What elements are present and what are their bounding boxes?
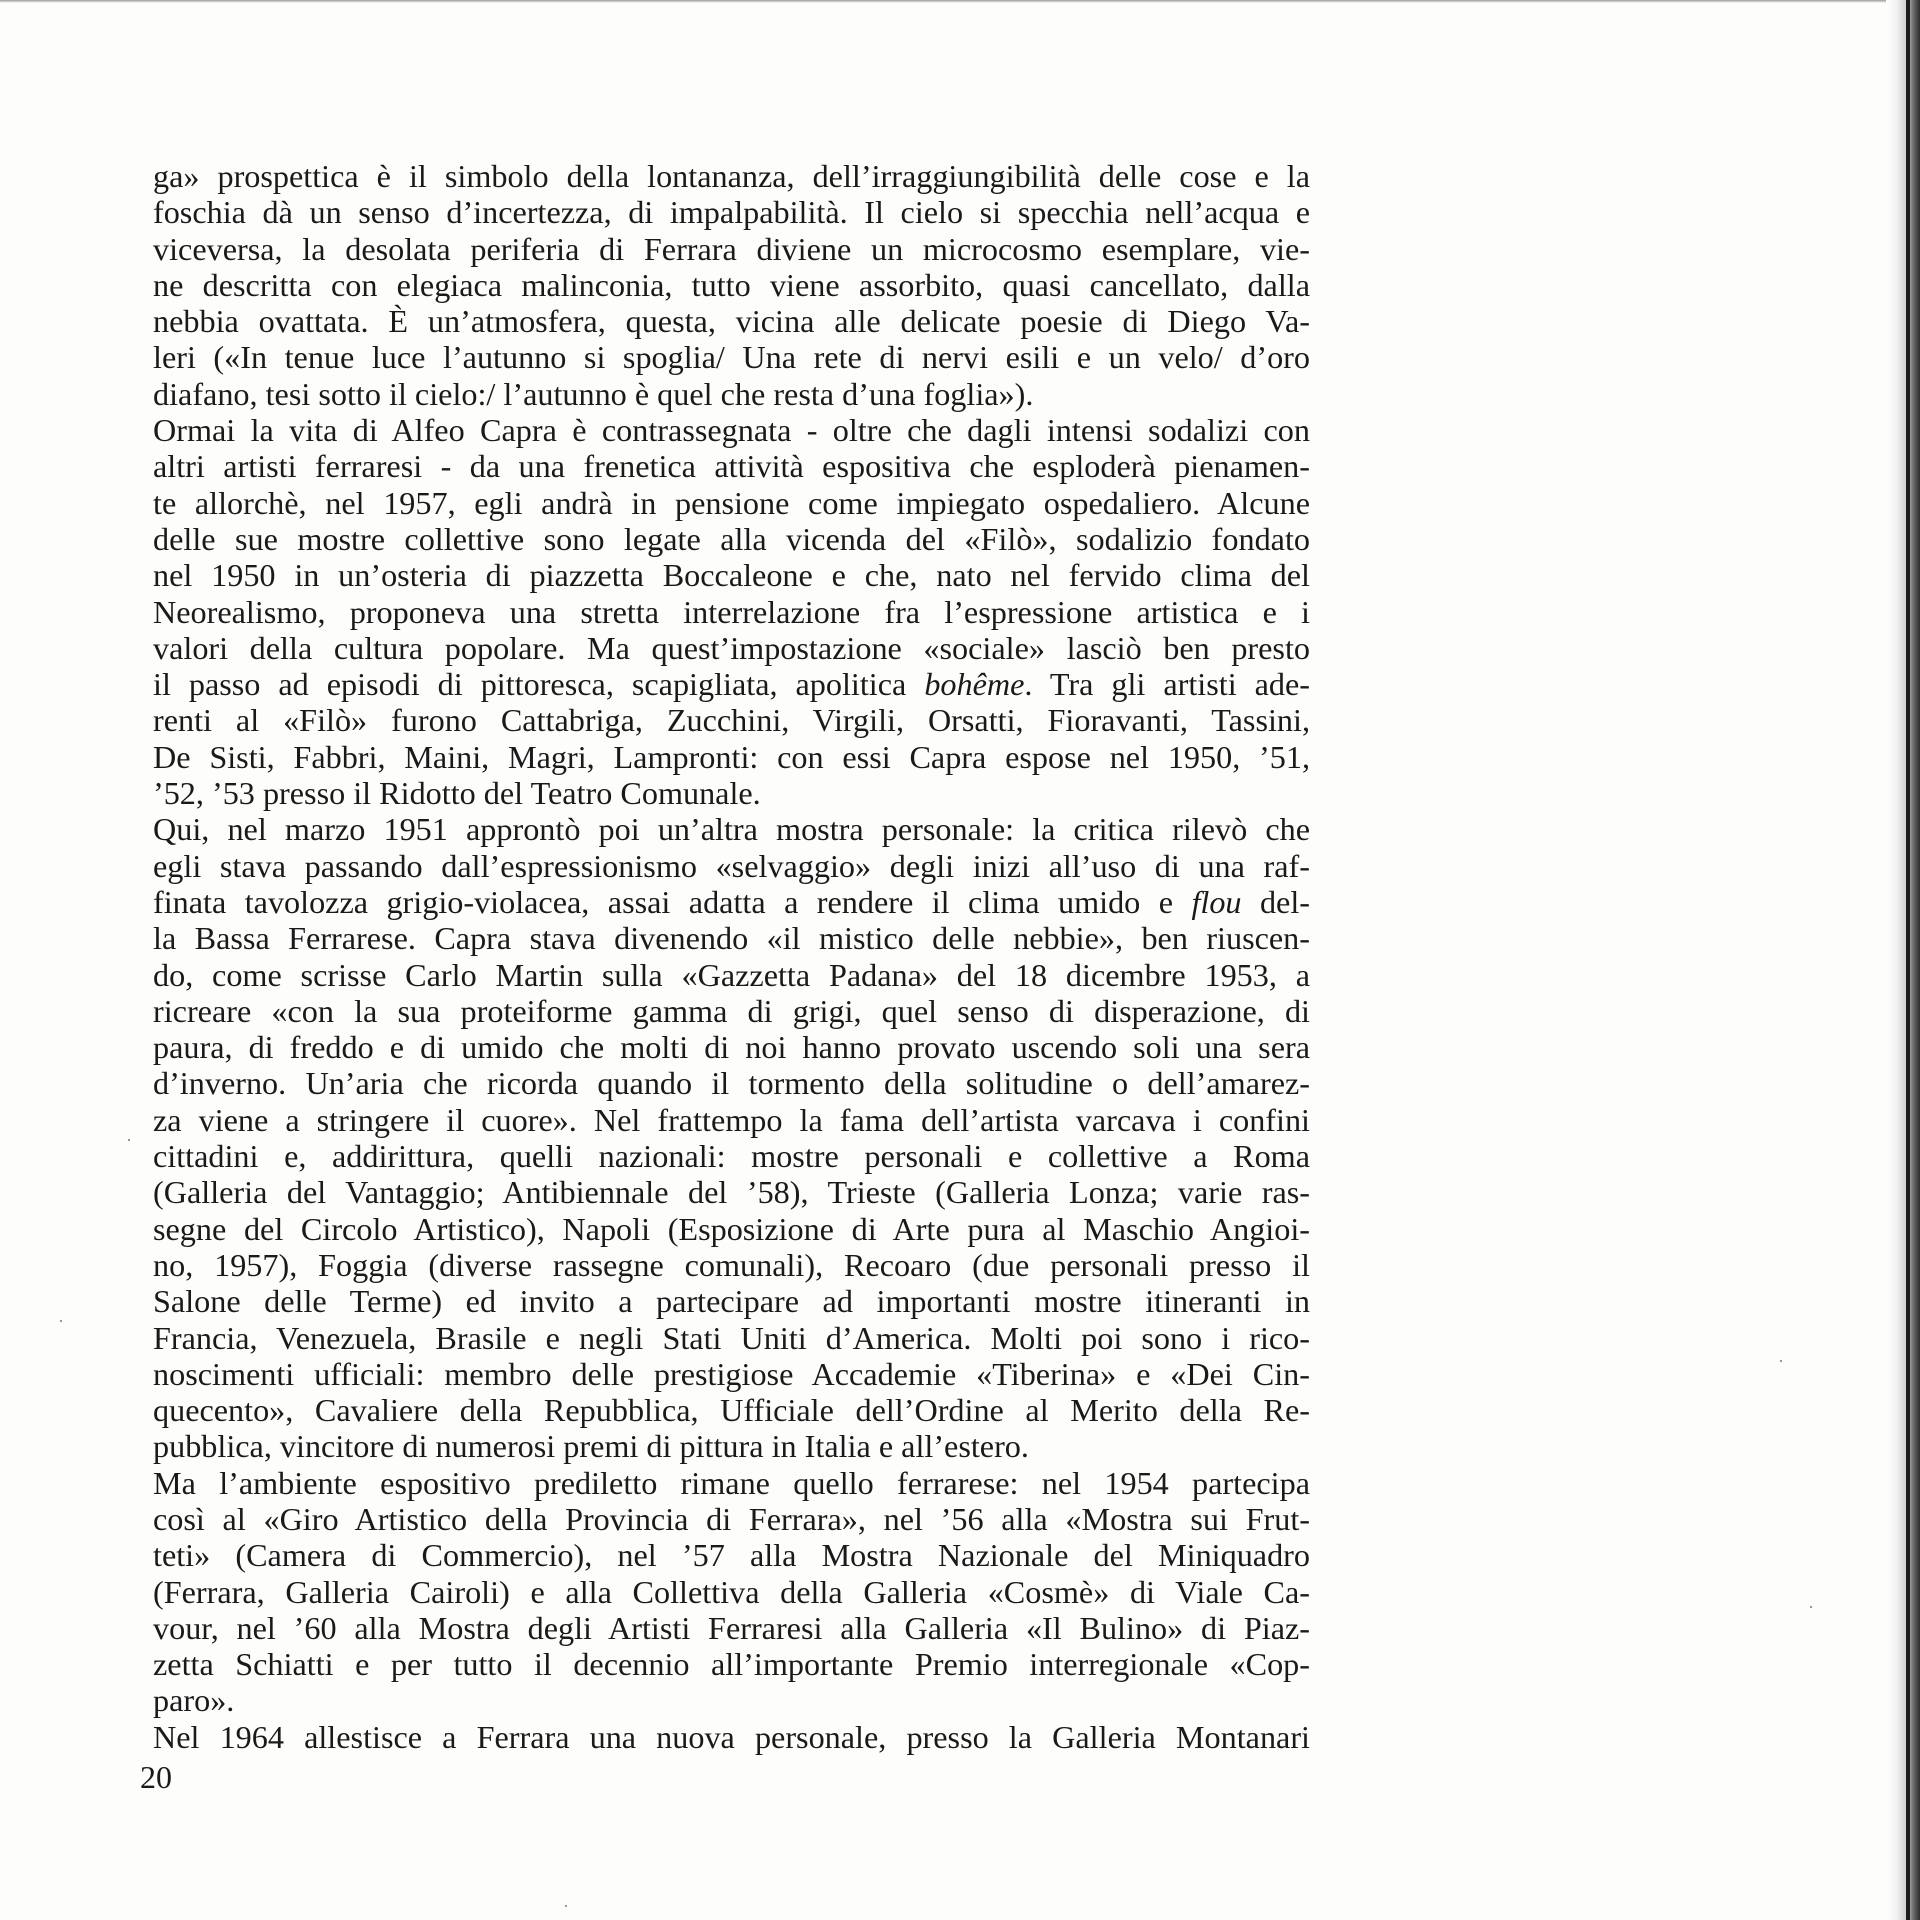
- text-line: quecento», Cavaliere della Repubblica, Ufficiale dell’Ordine al Merito della Re-: [153, 1392, 1310, 1429]
- text-line: paro».: [153, 1682, 235, 1719]
- text-line: la Bassa Ferrarese. Capra stava divenendo «il mistico delle nebbie», ben riuscen-: [153, 920, 1310, 957]
- text-line: il passo ad episodi di pittoresca, scapigliata, apolitica bohême. Tra gli artisti ade-: [153, 666, 1311, 703]
- text-line: Ormai la vita di Alfeo Capra è contrassegnata - oltre che dagli intensi sodalizi con: [153, 412, 1310, 449]
- text-line: (Ferrara, Galleria Cairoli) e alla Collettiva della Galleria «Cosmè» di Viale Ca-: [153, 1573, 1310, 1610]
- text-line: De Sisti, Fabbri, Maini, Magri, Lampronti: con essi Capra espose nel 1950, ’51,: [153, 738, 1310, 775]
- text-line: (Galleria del Vantaggio; Antibiennale del ’58), Trieste (Galleria Lonza; varie ras-: [153, 1174, 1310, 1211]
- text-line: zetta Schiatti e per tutto il decennio all’importante Premio interregionale «Cop-: [153, 1646, 1310, 1683]
- text-line: Ma l’ambiente espositivo prediletto rimane quello ferrarese: nel 1954 partecipa: [153, 1464, 1310, 1501]
- text-line: ga» prospettica è il simbolo della lontananza, dell’irraggiungibilità delle cose e la: [153, 158, 1310, 194]
- text-line: segne del Circolo Artistico), Napoli (Esposizione di Arte pura al Maschio Angioi-: [153, 1210, 1310, 1247]
- text-line: pubblica, vincitore di numerosi premi di pittura in Italia e all’estero.: [153, 1428, 1029, 1465]
- text-line: Neorealismo, proponeva una stretta interrelazione fra l’espressione artistica e i: [153, 593, 1310, 630]
- text-line: paura, di freddo e di umido che molti di noi hanno provato uscendo soli una sera: [153, 1029, 1310, 1066]
- text-line: noscimenti ufficiali: membro delle prestigiose Accademie «Tiberina» e «Dei Cin-: [153, 1355, 1310, 1392]
- text-line: viceversa, la desolata periferia di Ferrara diviene un microcosmo esemplare, vie-: [153, 230, 1310, 267]
- scan-speck: [60, 1320, 62, 1322]
- text-line: delle sue mostre collettive sono legate alla vicenda del «Filò», sodalizio fondato: [153, 520, 1310, 557]
- scan-speck: [565, 1905, 567, 1907]
- scan-speck: [1780, 1360, 1782, 1362]
- scan-speck: [128, 1139, 130, 1141]
- text-line: nel 1950 in un’osteria di piazzetta Boccaleone e che, nato nel fervido clima del: [153, 557, 1310, 594]
- text-line: cittadini e, addirittura, quelli nazionali: mostre personali e collettive a Roma: [153, 1138, 1310, 1175]
- text-line: diafano, tesi sotto il cielo:/ l’autunno è quel che resta d’una foglia»).: [153, 375, 1034, 412]
- page-edge-line: [1906, 0, 1910, 1920]
- text-line: vour, nel ’60 alla Mostra degli Artisti Ferraresi alla Galleria «Il Bulino» di Piaz-: [153, 1609, 1310, 1646]
- text-line: ne descritta con elegiaca malinconia, tutto viene assorbito, quasi cancellato, dalla: [153, 266, 1310, 303]
- text-line: teti» (Camera di Commercio), nel ’57 alla Mostra Nazionale del Miniquadro: [153, 1537, 1310, 1574]
- text-line: valori della cultura popolare. Ma quest’impostazione «sociale» lasciò ben presto: [153, 629, 1310, 666]
- text-line: te allorchè, nel 1957, egli andrà in pensione come impiegato ospedaliero. Alcune: [153, 484, 1310, 521]
- scan-speck: [1810, 1606, 1812, 1608]
- text-line: così al «Giro Artistico della Provincia di Ferrara», nel ’56 alla «Mostra sui Frut-: [153, 1500, 1310, 1537]
- scan-top-edge: [0, 0, 1920, 3]
- page-number: 20: [140, 1759, 172, 1795]
- text-line: leri («In tenue luce l’autunno si spoglia/ Una rete di nervi esili e un velo/ d’oro: [153, 339, 1310, 376]
- text-line: ricreare «con la sua proteiforme gamma di grigi, quel senso di disperazione, di: [153, 992, 1310, 1029]
- text-line: nebbia ovattata. È un’atmosfera, questa, vicina alle delicate poesie di Diego Va-: [153, 303, 1310, 340]
- text-line: Francia, Venezuela, Brasile e negli Stati Uniti d’America. Molti poi sono i rico-: [153, 1319, 1310, 1356]
- binding-shadow: [1886, 0, 1920, 1920]
- text-line: finata tavolozza grigio-violacea, assai adatta a rendere il clima umido e flou del-: [153, 883, 1310, 920]
- text-line: Nel 1964 allestisce a Ferrara una nuova personale, presso la Galleria Montanari: [153, 1718, 1310, 1755]
- text-line: Qui, nel marzo 1951 approntò poi un’altra mostra personale: la critica rilevò che: [153, 811, 1310, 848]
- text-line: za viene a stringere il cuore». Nel frattempo la fama dell’artista varcava i confini: [153, 1101, 1310, 1138]
- text-line: no, 1957), Foggia (diverse rassegne comunali), Recoaro (due personali presso il: [153, 1246, 1310, 1283]
- text-line: d’inverno. Un’aria che ricorda quando il tormento della solitudine o dell’amarez-: [153, 1065, 1310, 1102]
- text-line: foschia dà un senso d’incertezza, di impalpabilità. Il cielo si specchia nell’acqua e: [153, 194, 1310, 231]
- text-line: Salone delle Terme) ed invito a partecipare ad importanti mostre itineranti in: [153, 1283, 1310, 1320]
- text-line: ’52, ’53 presso il Ridotto del Teatro Comunale.: [153, 775, 761, 812]
- text-line: altri artisti ferraresi - da una frenetica attività espositiva che esploderà pienamen-: [153, 448, 1310, 485]
- text-line: do, come scrisse Carlo Martin sulla «Gazzetta Padana» del 18 dicembre 1953, a: [153, 956, 1310, 993]
- body-text: [153, 158, 1310, 1755]
- text-line: egli stava passando dall’espressionismo «selvaggio» degli inizi all’uso di una raf-: [153, 847, 1310, 884]
- text-line: renti al «Filò» furono Cattabriga, Zucchini, Virgili, Orsatti, Fioravanti, Tassini,: [153, 702, 1310, 739]
